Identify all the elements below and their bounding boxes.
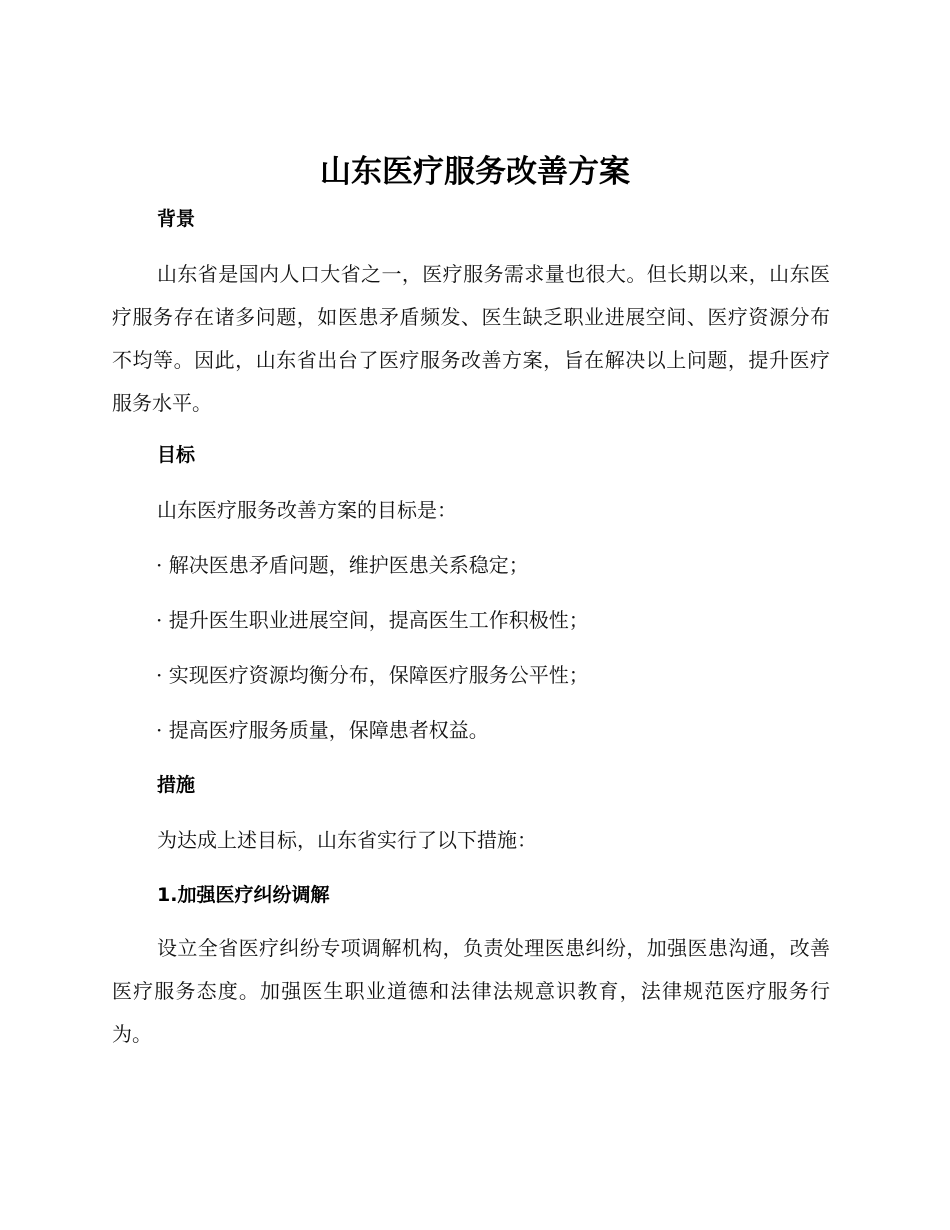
section-heading-background: 背景: [157, 208, 196, 230]
subsection-heading-mediation: 1.加强医疗纠纷调解: [157, 884, 330, 906]
goal-bullet-4: · 提高医疗服务质量，保障患者权益。: [156, 718, 489, 742]
section-heading-goals: 目标: [157, 444, 196, 466]
mediation-paragraph: 设立全省医疗纠纷专项调解机构，负责处理医患纠纷，加强医患沟通，改善医疗服务态度。加强医生职业道德和法律法规意识教育，法律规范医疗服务行为。: [112, 936, 830, 1046]
measures-intro: 为达成上述目标，山东省实行了以下措施：: [157, 828, 537, 852]
document-title: 山东医疗服务改善方案: [320, 154, 630, 190]
goal-bullet-2: · 提升医生职业进展空间，提高医生工作积极性；: [156, 608, 589, 632]
goal-bullet-3: · 实现医疗资源均衡分布，保障医疗服务公平性；: [156, 663, 589, 687]
goal-bullet-1: · 解决医患矛盾问题，维护医患关系稳定；: [156, 553, 529, 577]
background-paragraph: 山东省是国内人口大省之一，医疗服务需求量也很大。但长期以来，山东医疗服务存在诸多问题，如医患矛盾频发、医生缺乏职业进展空间、医疗资源分布不均等。因此，山东省出台了医疗服务改善方案，旨在解决以上问题，提升医疗服务水平。: [112, 262, 830, 415]
section-heading-measures: 措施: [157, 774, 196, 796]
goals-intro: 山东医疗服务改善方案的目标是：: [157, 498, 457, 522]
